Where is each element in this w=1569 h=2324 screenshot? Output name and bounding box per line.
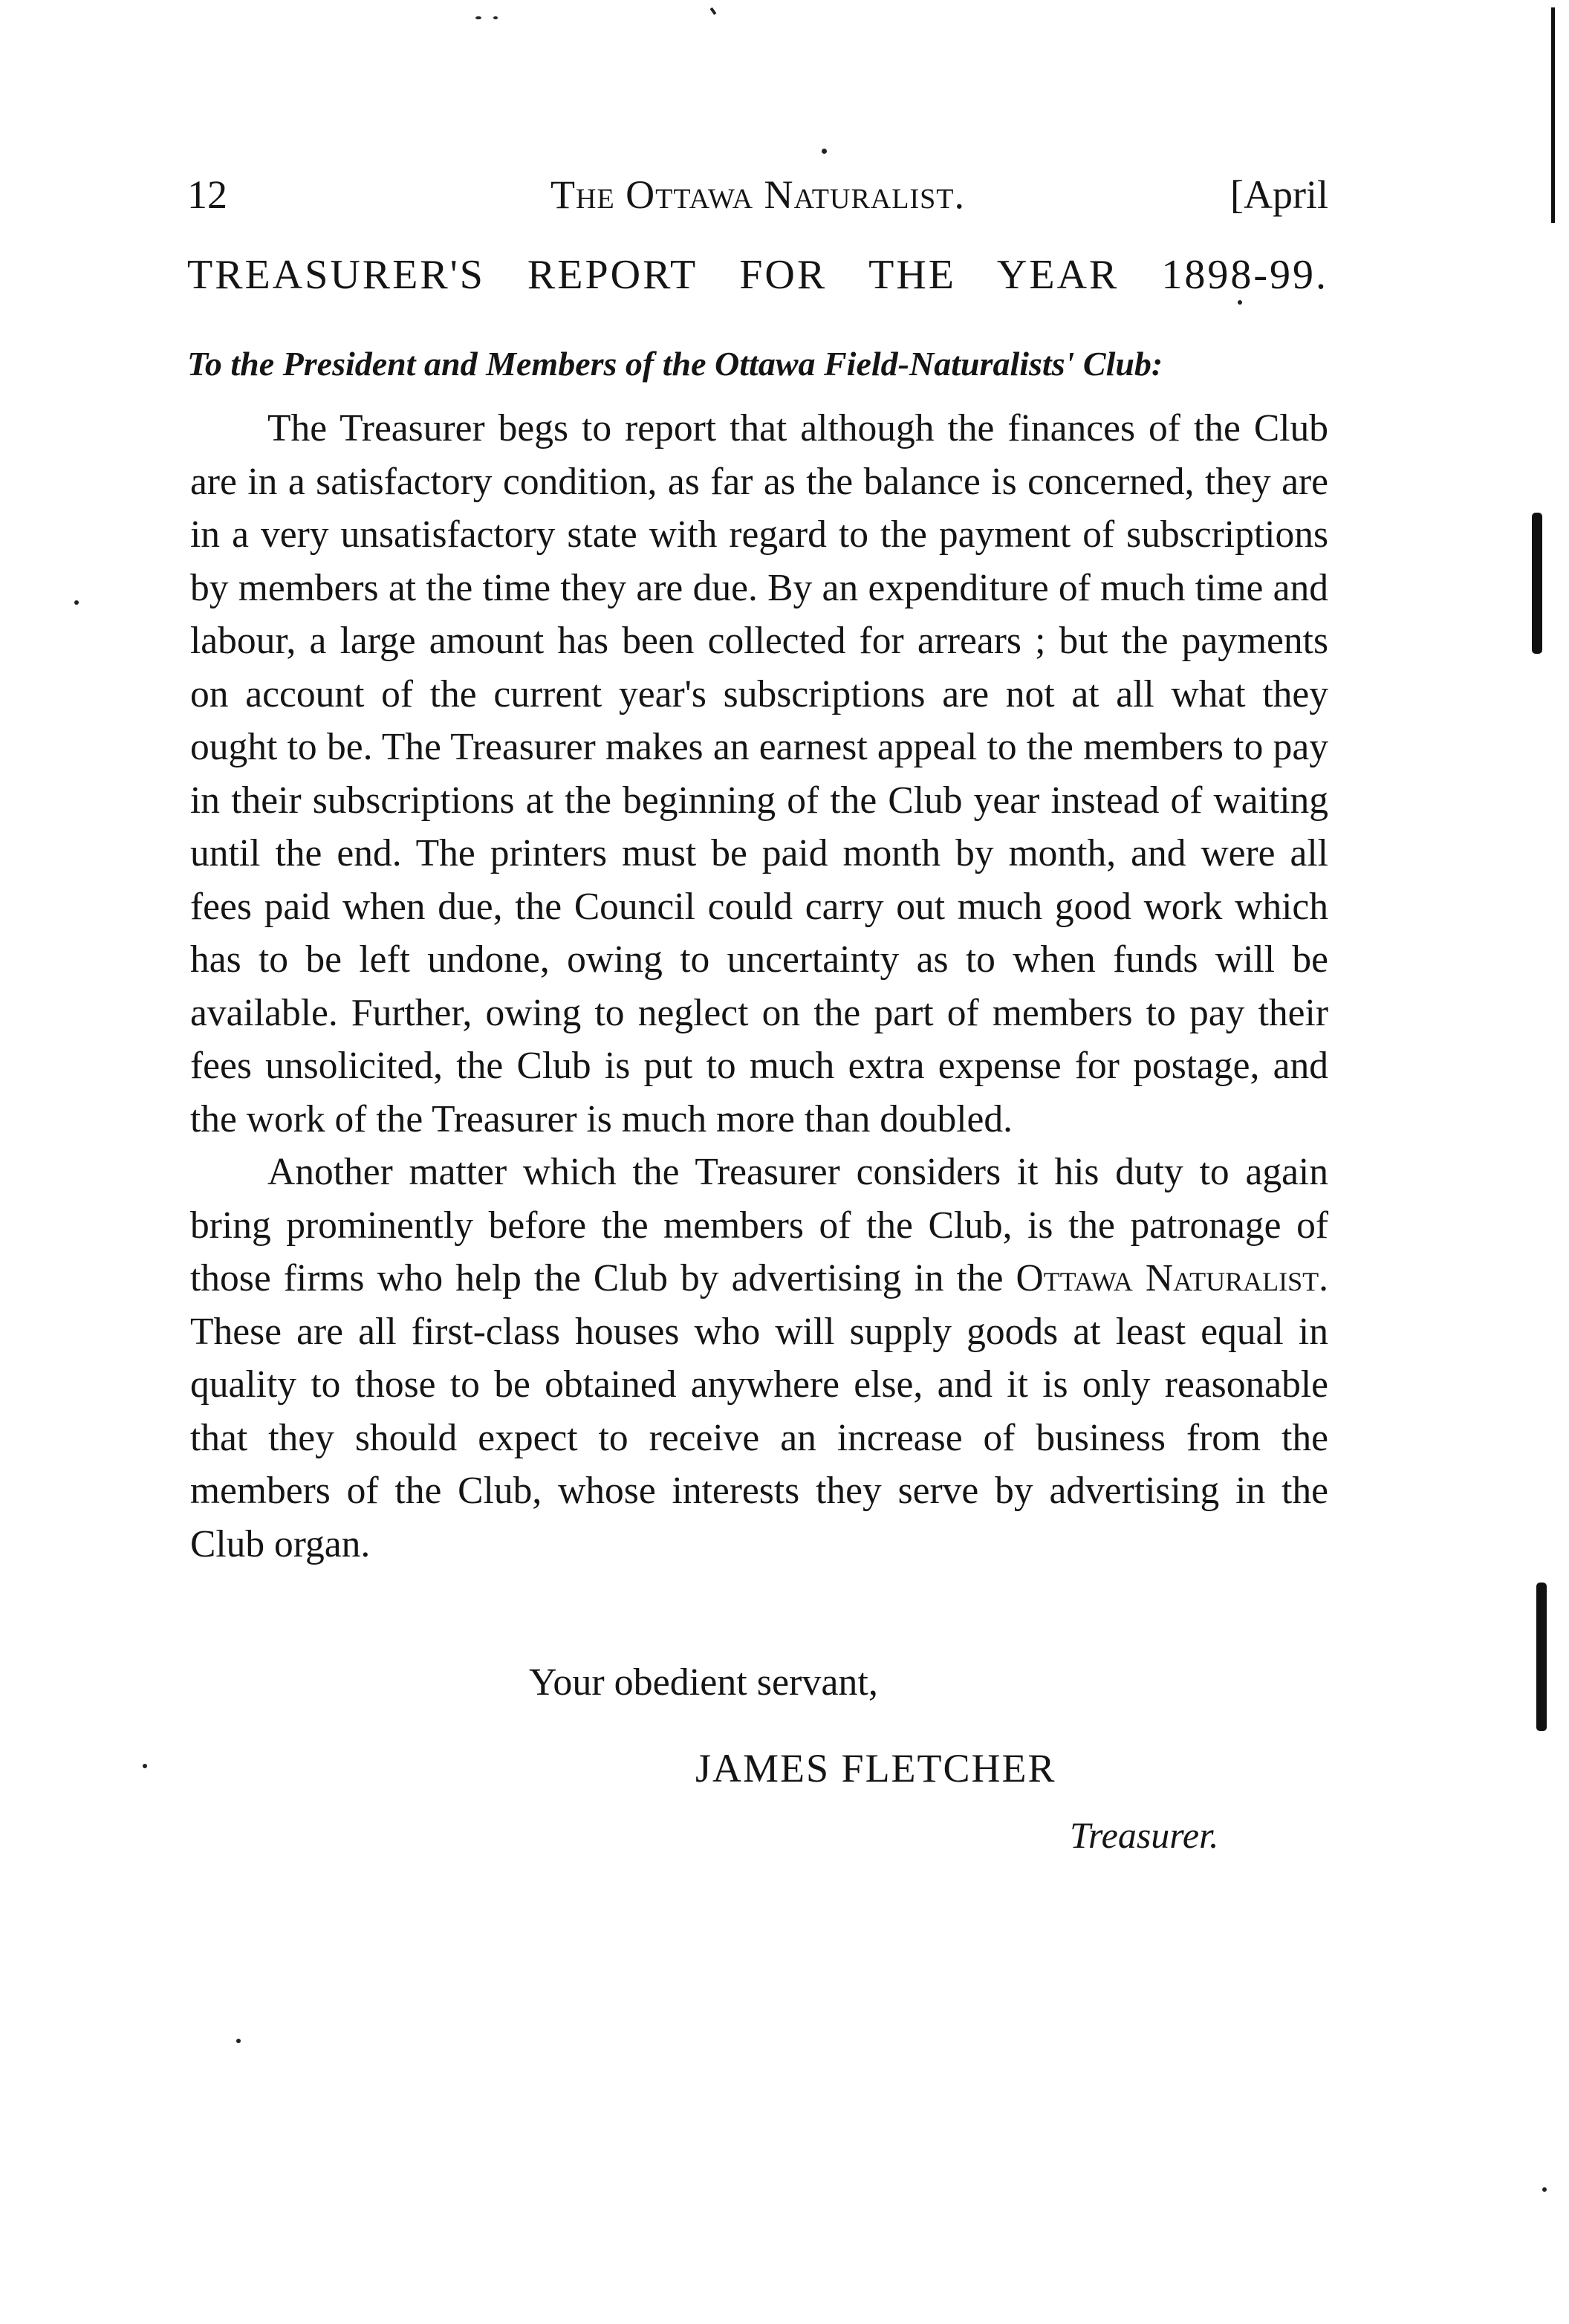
- paragraph-2: [190, 1146, 1328, 1571]
- journal-title: The Ottawa Naturalist.: [550, 172, 965, 217]
- report-body: [190, 402, 1328, 1571]
- scan-speck: [709, 7, 716, 15]
- page-number: 12: [187, 172, 227, 217]
- signer-role: Treasurer.: [1070, 1814, 1219, 1856]
- paragraph-2-text-start: Another matter which the Treasurer considers it his duty to again bring prominently before the members of the Club, is the patronage of those firms who help the Club by advertising in the: [190, 1151, 1328, 1299]
- scan-speck: [475, 16, 481, 19]
- paragraph-2-text-end: These are all first-class houses who will supply goods at least equal in quality to those to be obtained anywhere else, and it is only reasonable that they should expect to receive an increase of business from the members of the Club, whose interests they serve by advertising in the Club organ.: [190, 1310, 1328, 1565]
- report-title: TREASURER'S REPORT FOR THE YEAR 1898-99.: [187, 252, 1328, 298]
- scan-edge-mark-middle: [1532, 513, 1542, 654]
- scan-edge-mark-top: [1551, 7, 1555, 223]
- scan-speck: [1542, 2187, 1547, 2192]
- signer-name: JAMES FLETCHER: [695, 1746, 1056, 1791]
- closing-line: Your obedient servant,: [529, 1661, 878, 1704]
- journal-name-inline: Ottawa Naturalist.: [1016, 1257, 1328, 1299]
- scan-speck: [143, 1764, 147, 1768]
- scan-speck: [74, 600, 79, 605]
- scan-speck: [493, 16, 498, 19]
- running-head: [187, 165, 1328, 224]
- paragraph-1: The Treasurer begs to report that although the finances of the Club are in a satisfactory condition, as far as the balance is concerned, they are in a very unsatisfactory state with regard to the payment of subscriptions by members at the time they are due. By an expenditure of much time and labour, a large amount has been collected for arrears ; but the payments on account of the current year's subscriptions are not at all what they ought to be. The Treasurer makes an earnest appeal to the members to pay in their subscriptions at the beginning of the Club year instead of waiting until the end. The printers must be paid month by month, and were all fees paid when due, the Council could carry out much good work which has to be left undone, owing to uncertainty as to when funds will be available. Further, owing to neglect on the part of members to pay their fees unsolicited, the Club is put to much extra expense for postage, and the work of the Treasurer is much more than doubled.: [190, 407, 1328, 1140]
- issue-month: [April: [1230, 172, 1328, 217]
- scan-speck: [822, 149, 827, 154]
- scan-edge-mark-lower: [1536, 1583, 1547, 1731]
- salutation: To the President and Members of the Ottawa Field-Naturalists' Club:: [187, 345, 1163, 383]
- scan-speck: [236, 2039, 241, 2043]
